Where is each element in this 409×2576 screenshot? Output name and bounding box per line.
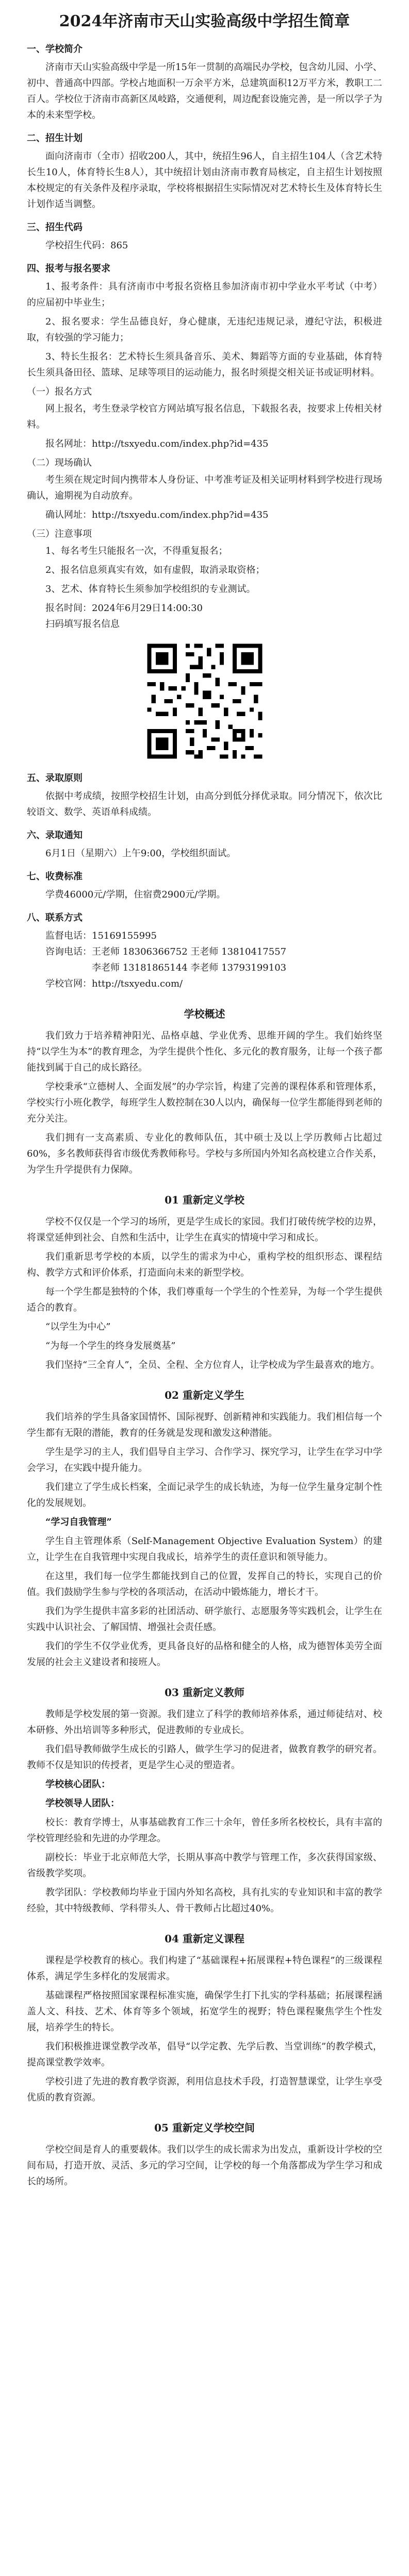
part2-paragraph: 我们为学生提供丰富多彩的社团活动、研学旅行、志愿服务等实践机会，让学生在实践中认识社会、了解国情、增强社会责任感。	[27, 1606, 382, 1633]
part2-paragraph: 学生自主管理体系（Self-Management Objective Evaluation System）的建立，让学生在自我管理中实现自我成长，培养学生的责任意识和领导能力。	[27, 1536, 382, 1563]
part3-heading: 03 重新定义教师	[165, 1686, 244, 1699]
apply-item: 1、报考条件：具有济南市中考报名资格且参加济南市初中学业水平考试（中考）的应届初中毕业生；	[27, 281, 382, 308]
part1-paragraph: 每一个学生都是独特的个体，我们尊重每一个学生的个性差异，为每一个学生提供适合的教育。	[27, 1286, 382, 1313]
page-title: 2024年济南市天山实验高级中学招生简章	[59, 12, 350, 30]
confirm-url-label: 确认网址：	[45, 510, 92, 520]
part2-paragraph: 在这里，我们每一位学生都能找到自己的位置，发挥自己的特长，实现自己的价值。我们鼓励学生参与学校的各项活动，在活动中锻炼能力，增长才干。	[27, 1571, 382, 1598]
apply-item: 2、报名要求：学生品德良好，身心健康，无违纪违规记录，遵纪守法，积极进取，有较强的学习能力；	[27, 316, 382, 343]
part1-paragraph: 我们坚持“三全育人”，全员、全程、全方位育人，让学校成为学生最喜欢的地方。	[45, 1360, 380, 1370]
part2-paragraph: 我们培养的学生具备家国情怀、国际视野、创新精神和实践能力。我们相信每一个学生都有无限的潜能，教育的任务就是发现和激发这种潜能。	[27, 1412, 382, 1438]
part2-subheading: “学习自我管理”	[45, 1517, 112, 1528]
part4-paragraph: 我们积极推进课堂教学改革，倡导“以学定教、先学后教、当堂训练”的教学模式，提高课堂教学效率。	[27, 2041, 382, 2068]
apply-confirm-paragraph: 考生须在规定时间内携带本人身份证、中考准考证及相关证明材料到学校进行现场确认，逾期视为自动放弃。	[27, 474, 382, 501]
section-heading-contact: 八、联系方式	[27, 912, 83, 923]
section-heading-notice: 六、录取通知	[27, 830, 83, 841]
intro-paragraph: 济南市天山实验高级中学是一所15年一贯制的高端民办学校，包含幼儿园、小学、初中、普通高中四部。学校占地面积一万余平方米，总建筑面积12万平方米，教职工二百人。学校位于济南市高新区凤岐路，交通便利，周边配套设施完善，是一所以学子为本的未来型学校。	[27, 62, 382, 121]
part1-paragraph: 我们重新思考学校的本质，以学生的需求为中心，重构学校的组织形态、课程结构、教学方式和评价体系，打造面向未来的新型学校。	[27, 1251, 382, 1278]
apply-time-label: 报名时间：	[45, 603, 92, 614]
qr-code-image[interactable]	[143, 639, 267, 763]
part1-quote: “为每一个学生的终身发展奠基”	[45, 1341, 176, 1351]
part3-paragraph: 我们倡导教师做学生成长的引路人，做学生学习的促进者，做教育教学的研究者。教师不仅是知识的传授者，更是学生心灵的塑造者。	[27, 1744, 382, 1771]
apply-method-paragraph: 网上报名，考生登录学校官方网站填写报名信息，下载报名表，按要求上传相关材料。	[27, 403, 382, 430]
part5-paragraph: 学校空间是育人的重要载体。我们以学生的成长需求为出发点，重新设计学校的空间布局，打造开放、灵活、多元的学习空间，让学校的每一个角落都成为学生学习和成长的场所。	[27, 2144, 382, 2187]
part4-paragraph: 学校引进了先进的教育教学资源，利用信息技术手段，打造智慧课堂，让学生享受优质的教育资源。	[27, 2076, 382, 2103]
confirm-url-link[interactable]: http://tsxyedu.com/index.php?id=435	[92, 510, 269, 520]
apply-note: 1、每名考生只能报名一次，不得重复报名；	[45, 546, 228, 556]
plan-paragraph: 面向济南市（全市）招收200人，其中，统招生96人，自主招生104人（含艺术特长生10人，体育特长生8人），其中统招计划由济南市教育局核定，自主招生计划按照本校规定的有关条件及程序录取，学校将根据招生实际情况对艺术特长生及体育特长生计划作适当调整。	[27, 151, 382, 210]
overview-heading: 学校概述	[184, 1008, 225, 1020]
part2-heading: 02 重新定义学生	[165, 1389, 244, 1401]
part3-subheading: 学校核心团队：	[45, 1779, 110, 1790]
section-heading-intro: 一、学校简介	[27, 44, 83, 55]
apply-note: 3、艺术、体育特长生须参加学校组织的专业测试。	[45, 584, 256, 595]
overview-paragraph: 学校秉承“立德树人、全面发展”的办学宗旨，构建了完善的课程体系和管理体系，学校实行小班化教学，每班学生人数控制在30人以内，确保每一位学生都能得到老师的充分关注。	[27, 1081, 382, 1124]
apply-notes-heading: （三）注意事项	[27, 529, 92, 539]
fee-paragraph: 学费46000元/学期，住宿费2900元/学期。	[45, 889, 226, 900]
contact-value: 王老师 18306366752 王老师 13810417557	[92, 946, 287, 957]
document-page	[0, 11, 409, 2576]
apply-url-line	[27, 436, 382, 452]
contact-key: 监督电话：	[45, 930, 92, 941]
site-line	[27, 976, 382, 992]
qr-caption: 扫码填写报名信息	[45, 619, 120, 630]
apply-item: 3、特长生报名：艺术特长生须具备音乐、美术、舞蹈等方面的专业基础，体育特长生须具备田径、篮球、足球等项目的运动能力，报名时须提交相关证书或证明材料。	[27, 351, 382, 378]
admit-paragraph: 依据中考成绩，按照学校招生计划，由高分到低分择优录取。同分情况下，依次比较语文、数学、英语单科成绩。	[27, 791, 382, 818]
part4-paragraph: 基础课程严格按照国家课程标准实施，确保学生打下扎实的学科基础；拓展课程涵盖人文、科技、艺术、体育等多个领域，拓宽学生的视野；特色课程聚焦学生个性发展，培养学生的特长。	[27, 1990, 382, 2033]
site-label: 学校官网：	[45, 978, 92, 989]
apply-url-link[interactable]: http://tsxyedu.com/index.php?id=435	[92, 438, 269, 449]
part3-team-heading: 学校领导人团队：	[45, 1798, 120, 1809]
section-heading-admit: 五、录取原则	[27, 773, 83, 784]
apply-url-label: 报名网址：	[45, 438, 92, 449]
part1-heading: 01 重新定义学校	[165, 1194, 244, 1206]
section-heading-code: 三、招生代码	[27, 222, 83, 233]
overview-paragraph: 我们拥有一支高素质、专业化的教师队伍，其中硕士及以上学历教师占比超过60%，多名教师获得省市级优秀教师称号。学校与多所国内外知名高校建立合作关系，为学生升学提供有力保障。	[27, 1132, 382, 1175]
apply-time-value: 2024年6月29日14:00:30	[92, 603, 203, 614]
overview-paragraph: 我们致力于培养精神阳光、品格卓越、学业优秀、思维开阔的学生。我们始终坚持“以学生为本”的教育理念，为学生提供个性化、多元化的教育服务，让每一个孩子都能找到属于自己的成长路径。	[27, 1030, 382, 1073]
contact-row	[27, 928, 382, 944]
part2-paragraph: 我们的学生不仅学业优秀，更具备良好的品格和健全的人格，成为德智体美劳全面发展的社会主义建设者和接班人。	[27, 1641, 382, 1668]
apply-confirm-heading: （二）现场确认	[27, 457, 92, 468]
apply-method-heading: （一）报名方式	[27, 386, 92, 397]
part5-heading: 05 重新定义学校空间	[154, 2122, 255, 2134]
section-heading-fee: 七、收费标准	[27, 871, 83, 882]
contact-row	[27, 944, 382, 960]
part2-paragraph: 学生是学习的主人，我们倡导自主学习、合作学习、探究学习，让学生在学习中学会学习，在实践中提升能力。	[27, 1447, 382, 1473]
part1-quote: “以学生为中心”	[45, 1321, 111, 1332]
part4-heading: 04 重新定义课程	[165, 1933, 244, 1945]
code-paragraph: 学校招生代码：865	[45, 240, 128, 251]
contact-value: 15169155995	[92, 930, 157, 941]
part2-paragraph: 我们建立了学生成长档案，全面记录学生的成长轨迹，为每一位学生量身定制个性化的发展规划。	[27, 1482, 382, 1509]
part3-team-paragraph: 副校长：毕业于北京师范大学，长期从事高中教学与管理工作，多次获得国家级、省级教学奖项。	[27, 1852, 382, 1879]
part3-team-paragraph: 教学团队：学校教师均毕业于国内外知名高校，具有扎实的专业知识和丰富的教学经验，其中特级教师、学科带头人、骨干教师占比超过40%。	[27, 1887, 382, 1914]
site-link[interactable]: http://tsxyedu.com/	[92, 978, 183, 989]
part3-team-paragraph: 校长：教育学博士，从事基础教育工作三十余年，曾任多所名校校长，具有丰富的学校管理经验和先进的办学理念。	[27, 1817, 382, 1844]
section-heading-apply: 四、报考与报名要求	[27, 263, 110, 274]
notice-paragraph: 6月1日（星期六）上午9:00，学校组织面试。	[45, 848, 236, 859]
section-heading-plan: 二、招生计划	[27, 133, 83, 144]
apply-time-line	[27, 600, 382, 616]
part3-paragraph: 教师是学校发展的第一资源。我们建立了科学的教师培养体系，通过师徒结对、校本研修、外出培训等多种形式，促进教师的专业成长。	[27, 1709, 382, 1736]
contact-key: 咨询电话：	[45, 946, 92, 957]
confirm-url-line	[27, 507, 382, 523]
contact-row	[27, 960, 382, 976]
contact-value: 李老师 13181865144 李老师 13793199103	[92, 962, 287, 973]
apply-note: 2、报名信息须真实有效，如有虚假，取消录取资格；	[45, 565, 265, 575]
part4-paragraph: 课程是学校教育的核心。我们构建了“基础课程+拓展课程+特色课程”的三级课程体系，满足学生多样化的发展需求。	[27, 1955, 382, 1982]
part1-paragraph: 学校不仅仅是一个学习的场所，更是学生成长的家园。我们打破传统学校的边界，将课堂延伸到社会、自然和生活中，让学生在真实的情境中学习和成长。	[27, 1216, 382, 1243]
